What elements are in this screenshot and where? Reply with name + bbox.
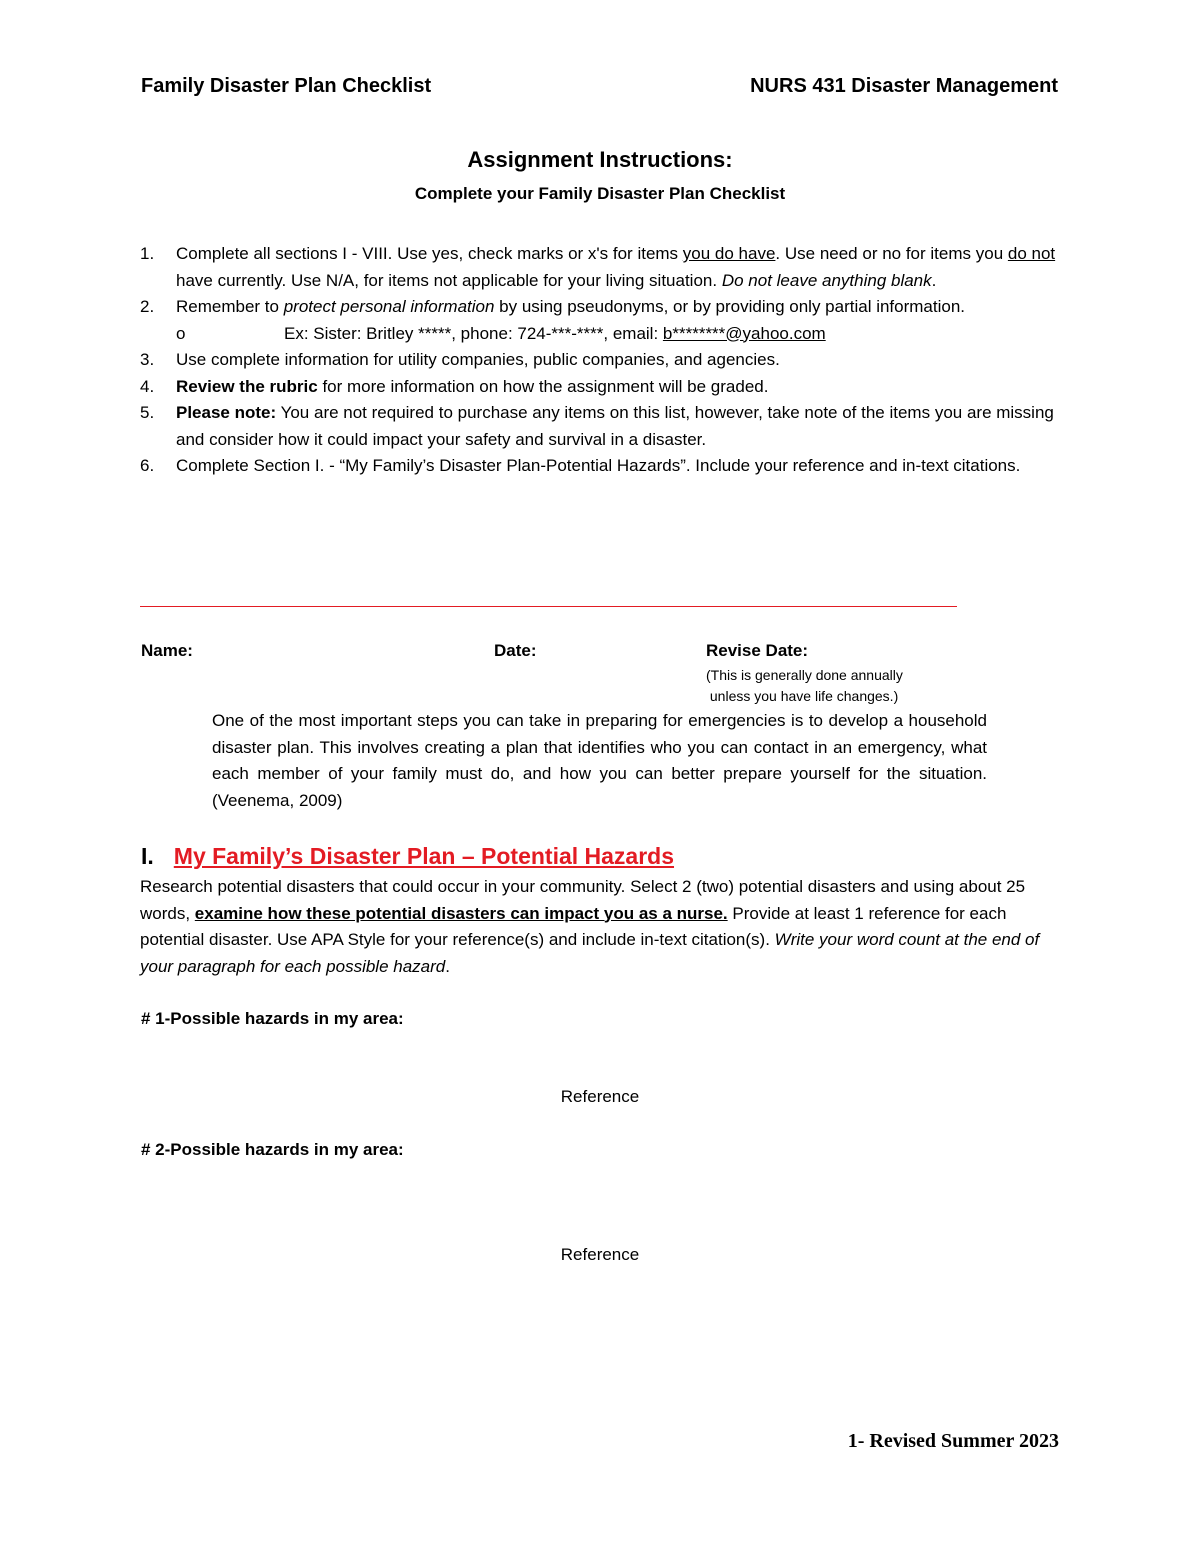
red-divider bbox=[140, 606, 957, 607]
section-1-heading bbox=[141, 843, 674, 870]
revise-date-note-line2: unless you have life changes.) bbox=[706, 688, 899, 704]
text-run: by using pseudonyms, or by providing only partial information. bbox=[494, 297, 966, 316]
italic-text: protect personal information bbox=[283, 297, 495, 316]
text-run: . Use need or no for items you bbox=[775, 244, 1008, 263]
instruction-item-1 bbox=[140, 241, 1060, 294]
text-run: Remember to bbox=[176, 297, 284, 316]
item-number: 1. bbox=[140, 244, 155, 263]
sub-bullet-example bbox=[176, 321, 1060, 348]
instruction-item-5 bbox=[140, 400, 1060, 453]
header-right-course: NURS 431 Disaster Management bbox=[750, 75, 1058, 97]
reference-1-label: Reference bbox=[560, 1087, 640, 1106]
bold-text: Please note: bbox=[176, 403, 277, 422]
page-subtitle: Complete your Family Disaster Plan Checklist bbox=[414, 184, 786, 203]
revise-date-label: Revise Date: bbox=[706, 641, 809, 660]
section-roman-numeral: I. bbox=[141, 843, 154, 869]
section-title: My Family’s Disaster Plan – Potential Hazards bbox=[173, 843, 675, 869]
text-run: for more information on how the assignment will be graded. bbox=[317, 376, 769, 396]
instruction-item-6 bbox=[140, 453, 1060, 480]
text-run: Complete Section I. - “My Family’s Disaster Plan-Potential Hazards”. Include your reference and in-text citations. bbox=[176, 456, 1021, 475]
instruction-item-2 bbox=[140, 294, 1060, 347]
instruction-item-4 bbox=[140, 374, 1060, 401]
text-run: Complete all sections I - VIII. Use yes, check marks or x's for items bbox=[176, 244, 683, 263]
italic-text: Do not leave anything blank bbox=[721, 270, 932, 290]
text-run: Research potential disasters that could occur in your community. Select 2 (two) potential disasters and using about 25 words, bbox=[140, 877, 1026, 923]
text-run: . bbox=[445, 956, 450, 976]
name-label: Name: bbox=[141, 641, 193, 660]
underlined-text: you do have bbox=[682, 244, 776, 263]
bold-text: Review the rubric bbox=[176, 376, 318, 396]
reference-2-label: Reference bbox=[560, 1245, 640, 1264]
text-run: Provide at least 1 reference for each potential disaster. Use APA Style for your reference(s) and include in-text citation(s). bbox=[140, 903, 1007, 949]
page-title: Assignment Instructions: bbox=[467, 147, 733, 172]
intro-paragraph: One of the most important steps you can take in preparing for emergencies is to develop a household disaster plan. This involves creating a plan that identifies who you can contact in an emergency, what each member of your family must do, and how you can better prepare yourself for the situation. (Veenema, 2009) bbox=[212, 711, 987, 810]
example-email: b********@yahoo.com bbox=[662, 323, 826, 343]
item-number: 3. bbox=[140, 350, 155, 369]
header-left-title: Family Disaster Plan Checklist bbox=[141, 75, 432, 97]
instruction-item-3 bbox=[140, 347, 1060, 374]
instructions-list bbox=[140, 241, 1060, 480]
hazard-1-label: # 1-Possible hazards in my area: bbox=[141, 1009, 404, 1028]
section-1-instructions bbox=[140, 874, 1065, 980]
underlined-text: do not bbox=[1007, 244, 1056, 263]
revise-date-note-line1: (This is generally done annually bbox=[706, 667, 903, 683]
date-label: Date: bbox=[494, 641, 537, 660]
item-number: 5. bbox=[140, 403, 155, 422]
item-number: 2. bbox=[140, 297, 155, 316]
item-number: 4. bbox=[140, 376, 155, 396]
text-run: . bbox=[931, 270, 937, 290]
sub-bullet-marker: o bbox=[176, 323, 186, 343]
page-footer: 1- Revised Summer 2023 bbox=[847, 1430, 1059, 1452]
bold-underlined-text: examine how these potential disasters can impact you as a nurse. bbox=[194, 903, 728, 923]
hazard-2-label: # 2-Possible hazards in my area: bbox=[141, 1140, 404, 1159]
example-text: Ex: Sister: Britley *****, phone: 724-***-****, email: bbox=[284, 323, 663, 343]
text-run: You are not required to purchase any items on this list, however, take note of the items you are missing and consider how it could impact your safety and survival in a disaster. bbox=[176, 403, 1054, 449]
item-number: 6. bbox=[140, 456, 155, 475]
text-run: have currently. Use N/A, for items not applicable for your living situation. bbox=[176, 270, 722, 290]
italic-text: Write your word count at the end of your paragraph for each possible hazard bbox=[140, 930, 1040, 976]
text-run: Use complete information for utility companies, public companies, and agencies. bbox=[176, 350, 780, 369]
